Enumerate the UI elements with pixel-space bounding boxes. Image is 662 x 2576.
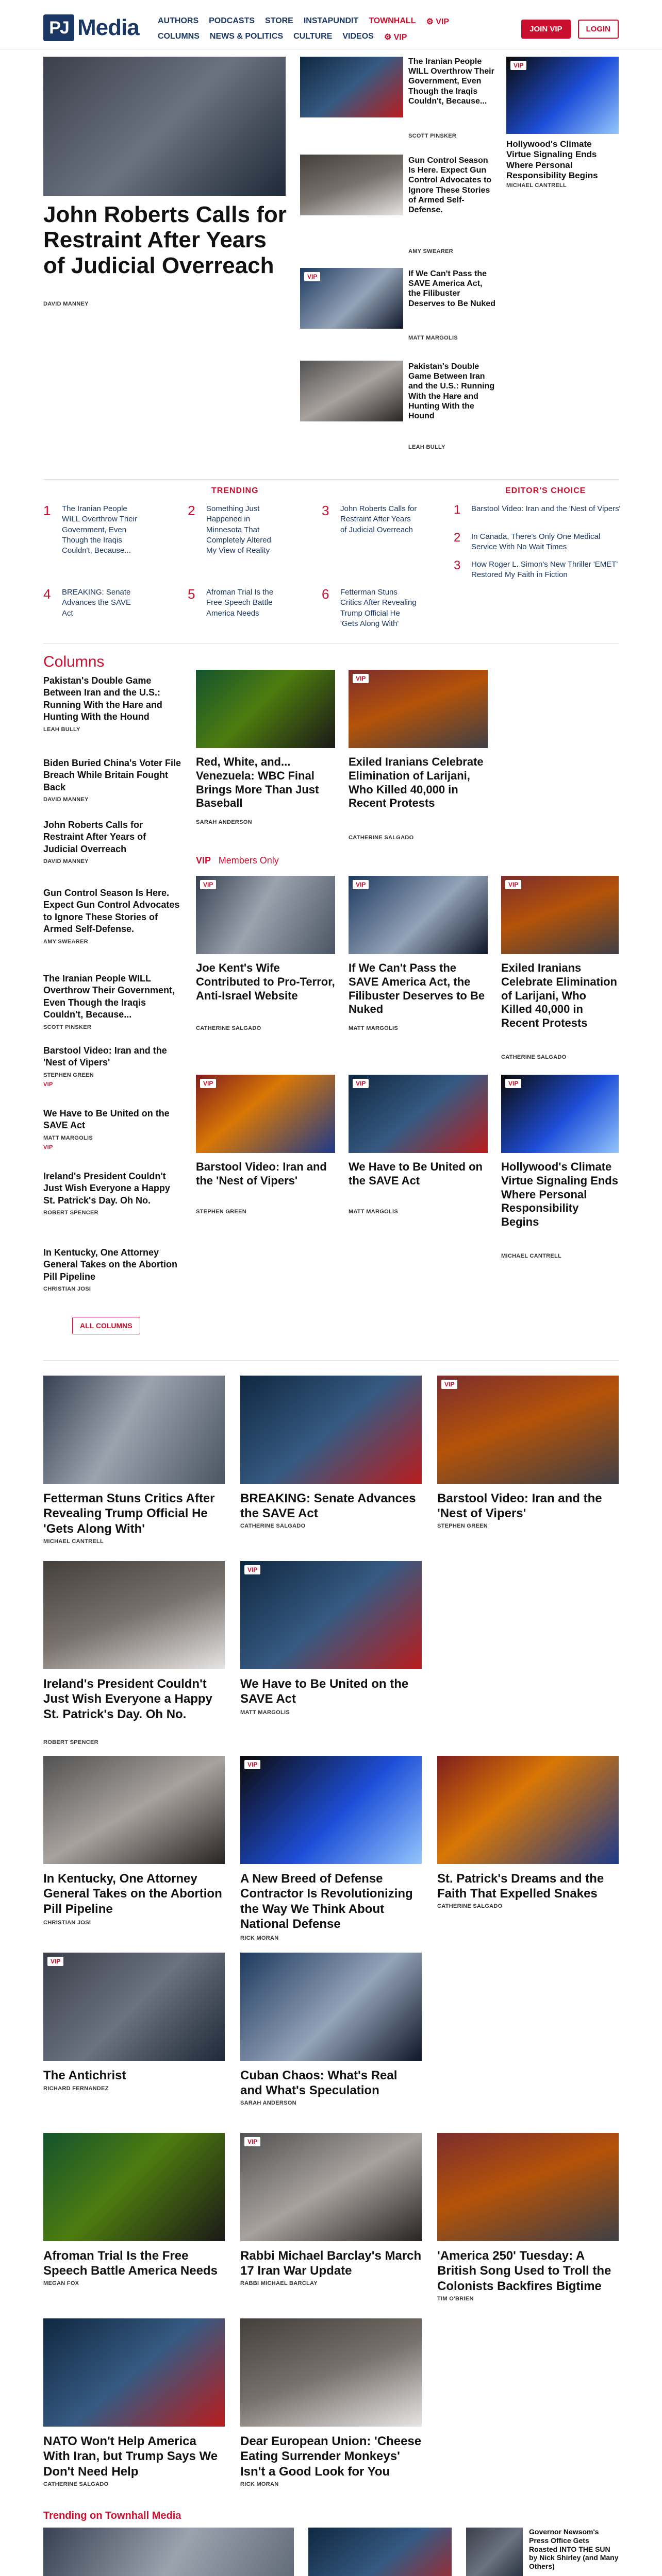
column-item[interactable]	[43, 757, 183, 803]
site-logo[interactable]	[43, 14, 139, 41]
column-title[interactable]: Ireland's President Couldn't Just Wish Everyone a Happy St. Patrick's Day. Oh No.	[43, 1171, 170, 1206]
column-item[interactable]	[43, 1108, 183, 1150]
trending-number: 2	[188, 503, 195, 518]
townhall-main-image[interactable]	[43, 2528, 294, 2576]
story-image[interactable]	[196, 670, 335, 748]
story-title[interactable]: 'America 250' Tuesday: A British Song Used to Troll the Colonists Backfires Bigtime	[437, 2249, 611, 2293]
story-title[interactable]: Exiled Iranians Celebrate Elimination of Larijani, Who Killed 40,000 in Recent Protests	[501, 961, 617, 1030]
story-image[interactable]	[240, 1953, 422, 2061]
story-image[interactable]	[300, 155, 403, 215]
column-item[interactable]	[43, 819, 183, 865]
story-title[interactable]: NATO Won't Help America With Iran, but Trump Says We Don't Need Help	[43, 2434, 218, 2479]
column-title[interactable]: Barstool Video: Iran and the 'Nest of Vipers'	[43, 1045, 167, 1068]
story-title[interactable]: Barstool Video: Iran and the 'Nest of Vipers'	[437, 1492, 602, 1521]
column-author[interactable]: STEPHEN GREEN	[43, 1072, 94, 1078]
story-title[interactable]: Hollywood's Climate Virtue Signaling Ends Where Personal Responsibility Begins	[506, 139, 598, 181]
story-author[interactable]: CATHERINE SALGADO	[437, 1903, 503, 1909]
hero-title[interactable]: John Roberts Calls for Restraint After Years of Judicial Overreach	[43, 202, 287, 278]
nav-townhall[interactable]: TOWNHALL	[369, 16, 416, 25]
story-title[interactable]: A New Breed of Defense Contractor Is Revolutionizing the Way We Think About National Defense	[240, 1872, 413, 1931]
trending-text[interactable]: BREAKING: Senate Advances the SAVE Act	[62, 588, 131, 618]
story-image[interactable]	[506, 57, 619, 134]
story-title[interactable]: We Have to Be United on the SAVE Act	[240, 1677, 409, 1706]
story-title[interactable]: Rabbi Michael Barclay's March 17 Iran War Update	[240, 2249, 422, 2278]
story-image[interactable]	[240, 1561, 422, 1669]
story-author[interactable]: STEPHEN GREEN	[196, 1209, 247, 1215]
story-author[interactable]: MICHAEL CANTRELL	[43, 1538, 104, 1545]
story-author[interactable]: MEGAN FOX	[43, 2280, 79, 2286]
story-image[interactable]	[43, 1756, 225, 1864]
story-author[interactable]: CHRISTIAN JOSI	[43, 1920, 91, 1926]
story-author[interactable]: AMY SWEARER	[408, 248, 453, 255]
column-author[interactable]: DAVID MANNEY	[43, 796, 89, 803]
story-image[interactable]	[437, 1756, 619, 1864]
story-image[interactable]	[240, 2133, 422, 2241]
vip-badge: VIP	[353, 1079, 369, 1088]
story-image[interactable]	[240, 1756, 422, 1864]
nav-authors[interactable]: AUTHORS	[158, 16, 199, 25]
editors-choice-label: EDITOR'S CHOICE	[505, 486, 586, 495]
trending-text[interactable]: The Iranian People WILL Overthrow Their Government, Even Though the Iraqis Couldn't, Because...	[62, 504, 137, 555]
vip-badge: VIP	[510, 61, 526, 70]
story-image[interactable]	[300, 57, 403, 117]
story-image[interactable]	[466, 2528, 523, 2576]
story-author[interactable]: MATT MARGOLIS	[349, 1209, 398, 1215]
column-title[interactable]: In Kentucky, One Attorney General Takes on the Abortion Pill Pipeline	[43, 1247, 178, 1282]
column-title[interactable]: We Have to Be United on the SAVE Act	[43, 1108, 170, 1131]
vip-badge: VIP	[244, 2137, 260, 2146]
story-title[interactable]: Barstool Video: Iran and the 'Nest of Vipers'	[196, 1160, 327, 1187]
nav-columns[interactable]: COLUMNS	[158, 32, 200, 41]
editors-choice-text[interactable]: Barstool Video: Iran and the 'Nest of Vipers'	[471, 504, 621, 513]
story-title[interactable]: The Antichrist	[43, 2069, 126, 2082]
story-image[interactable]	[240, 2318, 422, 2427]
story-author[interactable]: RICK MORAN	[240, 1935, 279, 1941]
nav-store[interactable]: STORE	[265, 16, 293, 25]
column-item[interactable]	[43, 887, 183, 945]
nav-vip-2[interactable]: ⚙ VIP	[384, 33, 407, 42]
story-title[interactable]: Hollywood's Climate Virtue Signaling Ends Where Personal Responsibility Begins	[501, 1160, 618, 1229]
hero-image[interactable]	[43, 57, 286, 196]
story-image[interactable]	[240, 1376, 422, 1484]
vip-icon: VIP	[196, 855, 211, 866]
story-author[interactable]: SARAH ANDERSON	[240, 2100, 296, 2106]
column-item[interactable]	[43, 1045, 183, 1088]
vip-badge: VIP	[200, 880, 216, 889]
nav-news-politics[interactable]: NEWS & POLITICS	[209, 32, 284, 41]
story-image[interactable]	[43, 1953, 225, 2061]
vip-badge: VIP	[43, 1081, 53, 1088]
trending-text[interactable]: Afroman Trial Is the Free Speech Battle America Needs	[206, 588, 274, 618]
logo-word: Media	[77, 15, 139, 40]
column-title[interactable]: John Roberts Calls for Restraint After Years of Judicial Overreach	[43, 820, 146, 854]
trending-text[interactable]: Something Just Happened in Minnesota That Completely Altered My View of Reality	[206, 504, 271, 555]
columns-heading[interactable]: Columns	[43, 653, 105, 670]
vip-badge: VIP	[505, 1079, 521, 1088]
trending-number: 4	[43, 586, 51, 602]
vip-badge: VIP	[244, 1565, 260, 1574]
column-title[interactable]: Biden Buried China's Voter File Breach While Britain Fought Back	[43, 758, 181, 792]
column-author[interactable]: DAVID MANNEY	[43, 858, 89, 865]
trending-text[interactable]: Fetterman Stuns Critics After Revealing Trump Official He 'Gets Along With'	[340, 588, 417, 628]
all-columns-button[interactable]: ALL COLUMNS	[72, 1317, 140, 1334]
story-image[interactable]	[437, 1376, 619, 1484]
story-image[interactable]	[43, 1376, 225, 1484]
story-author[interactable]: CATHERINE SALGADO	[349, 835, 414, 841]
nav-vip[interactable]: ⚙ VIP	[426, 18, 450, 26]
vip-badge: VIP	[200, 1079, 216, 1088]
story-title[interactable]: Red, White, and... Venezuela: WBC Final Brings More Than Just Baseball	[196, 755, 319, 810]
main-nav	[158, 16, 450, 47]
column-author[interactable]: LEAH BULLY	[43, 726, 80, 733]
story-title[interactable]: Pakistan's Double Game Between Iran and the U.S.: Running With the Hare and Hunting With the Hound	[408, 362, 495, 420]
story-author[interactable]: RABBI MICHAEL BARCLAY	[240, 2280, 318, 2286]
story-author[interactable]: MATT MARGOLIS	[408, 335, 458, 341]
column-author[interactable]: AMY SWEARER	[43, 938, 88, 945]
column-item[interactable]	[43, 1171, 183, 1216]
nav-culture[interactable]: CULTURE	[293, 32, 333, 41]
members-only-text: Members Only	[218, 855, 279, 866]
story-title[interactable]: Governor Newsom's Press Office Gets Roasted INTO THE SUN by Nick Shirley (and Many Others)	[529, 2528, 619, 2571]
story-title[interactable]: We Have to Be United on the SAVE Act	[349, 1160, 483, 1187]
story-image[interactable]	[43, 1561, 225, 1669]
story-title[interactable]: Cuban Chaos: What's Real and What's Speculation	[240, 2069, 398, 2098]
story-title[interactable]: Fetterman Stuns Critics After Revealing Trump Official He 'Gets Along With'	[43, 1492, 215, 1536]
vip-badge: VIP	[43, 1144, 53, 1150]
vip-badge: VIP	[244, 1760, 260, 1769]
story-title[interactable]: If We Can't Pass the SAVE America Act, the Filibuster Deserves to Be Nuked	[408, 269, 495, 308]
trending-text[interactable]: John Roberts Calls for Restraint After Years of Judicial Overreach	[340, 504, 417, 534]
editors-choice-number: 1	[454, 503, 461, 517]
story-title[interactable]: BREAKING: Senate Advances the SAVE Act	[240, 1492, 416, 1521]
vip-badge: VIP	[47, 1957, 63, 1966]
nav-videos[interactable]: VIDEOS	[342, 32, 374, 41]
column-title[interactable]: Gun Control Season Is Here. Expect Gun Control Advocates to Ignore These Stories of Armed Self-Defense.	[43, 888, 180, 935]
story-author[interactable]: MATT MARGOLIS	[240, 1709, 290, 1716]
story-image[interactable]	[300, 361, 403, 421]
join-vip-button[interactable]: JOIN VIP	[521, 20, 570, 39]
story-author[interactable]: CATHERINE SALGADO	[43, 2481, 109, 2487]
story-image[interactable]	[349, 670, 488, 748]
story-author[interactable]: TIM O'BRIEN	[437, 2296, 474, 2302]
column-item[interactable]	[43, 675, 183, 733]
vip-badge: VIP	[353, 880, 369, 889]
story-title[interactable]: Dear European Union: 'Cheese Eating Surrender Monkeys' Isn't a Good Look for You	[240, 2434, 422, 2479]
nav-instapundit[interactable]: INSTAPUNDIT	[303, 16, 359, 25]
column-item[interactable]	[43, 973, 183, 1030]
story-title[interactable]: St. Patrick's Dreams and the Faith That Expelled Snakes	[437, 1872, 604, 1901]
column-title[interactable]: The Iranian People WILL Overthrow Their Government, Even Though the Iraqis Couldn't, Because...	[43, 973, 175, 1020]
trending-number: 3	[322, 503, 329, 518]
column-item[interactable]	[43, 1247, 183, 1292]
story-author[interactable]: MICHAEL CANTRELL	[506, 182, 567, 189]
story-image[interactable]	[349, 1075, 488, 1153]
story-image[interactable]	[43, 2133, 225, 2241]
story-title[interactable]: Gun Control Season Is Here. Expect Gun Control Advocates to Ignore These Stories of Armed Self-Defense.	[408, 156, 492, 214]
story-title[interactable]: Joe Kent's Wife Contributed to Pro-Terror, Anti-Israel Website	[196, 961, 335, 1002]
story-title[interactable]: The Iranian People WILL Overthrow Their Government, Even Though the Iraqis Couldn't, Because...	[408, 57, 494, 106]
trending-number: 5	[188, 586, 195, 602]
site-header	[0, 0, 662, 49]
story-image[interactable]	[437, 2133, 619, 2241]
story-image[interactable]	[501, 876, 619, 954]
editors-choice-number: 2	[454, 531, 461, 545]
story-author[interactable]: LEAH BULLY	[408, 444, 445, 450]
column-author[interactable]: ROBERT SPENCER	[43, 1210, 98, 1216]
vip-badge: VIP	[304, 272, 320, 281]
story-image[interactable]	[196, 1075, 335, 1153]
editors-choice-text[interactable]: In Canada, There's Only One Medical Service With No Wait Times	[471, 532, 601, 552]
column-author[interactable]: SCOTT PINSKER	[43, 1024, 92, 1030]
story-title[interactable]: Exiled Iranians Celebrate Elimination of Larijani, Who Killed 40,000 in Recent Protests	[349, 755, 484, 810]
trending-label: TRENDING	[211, 486, 259, 495]
trending-number: 1	[43, 503, 51, 518]
story-author[interactable]: CATHERINE SALGADO	[240, 1523, 306, 1529]
story-title[interactable]: Afroman Trial Is the Free Speech Battle America Needs	[43, 2249, 218, 2278]
members-only-label	[196, 855, 279, 866]
story-image[interactable]	[300, 268, 403, 329]
story-image[interactable]	[501, 1075, 619, 1153]
story-title[interactable]: If We Can't Pass the SAVE America Act, the Filibuster Deserves to Be Nuked	[349, 961, 485, 1016]
story-title[interactable]: Ireland's President Couldn't Just Wish Everyone a Happy St. Patrick's Day. Oh No.	[43, 1677, 212, 1721]
story-image[interactable]	[196, 876, 335, 954]
story-author[interactable]: RICHARD FERNANDEZ	[43, 2086, 109, 2092]
logo-mark: PJ	[43, 14, 74, 41]
story-author[interactable]: RICK MORAN	[240, 2481, 279, 2487]
vip-badge: VIP	[441, 1380, 457, 1389]
vip-badge: VIP	[353, 674, 369, 683]
editors-choice-number: 3	[454, 558, 461, 572]
townhall-heading: Trending on Townhall Media	[43, 2510, 181, 2521]
story-author[interactable]: STEPHEN GREEN	[437, 1523, 488, 1529]
login-button[interactable]: LOGIN	[578, 20, 619, 39]
trending-number: 6	[322, 586, 329, 602]
column-title[interactable]: Pakistan's Double Game Between Iran and the U.S.: Running With the Hare and Hunting With the Hound	[43, 675, 162, 722]
story-author[interactable]: MICHAEL CANTRELL	[501, 1253, 562, 1259]
story-author[interactable]: ROBERT SPENCER	[43, 1739, 98, 1745]
editors-choice-text[interactable]: How Roger L. Simon's New Thriller 'EMET' Restored My Faith in Fiction	[471, 560, 618, 580]
story-title[interactable]: In Kentucky, One Attorney General Takes on the Abortion Pill Pipeline	[43, 1872, 222, 1916]
hero-author[interactable]: DAVID MANNEY	[43, 301, 89, 307]
column-author[interactable]: MATT MARGOLIS	[43, 1134, 93, 1141]
story-image[interactable]	[43, 2318, 225, 2427]
story-image[interactable]	[349, 876, 488, 954]
nav-podcasts[interactable]: PODCASTS	[209, 16, 255, 25]
story-author[interactable]: MATT MARGOLIS	[349, 1025, 398, 1031]
story-author[interactable]: CATHERINE SALGADO	[196, 1025, 261, 1031]
column-author[interactable]: CHRISTIAN JOSI	[43, 1286, 91, 1293]
story-author[interactable]: SCOTT PINSKER	[408, 133, 457, 139]
story-author[interactable]: CATHERINE SALGADO	[501, 1054, 567, 1060]
story-image[interactable]	[308, 2528, 452, 2576]
vip-badge: VIP	[505, 880, 521, 889]
story-author[interactable]: SARAH ANDERSON	[196, 819, 252, 825]
